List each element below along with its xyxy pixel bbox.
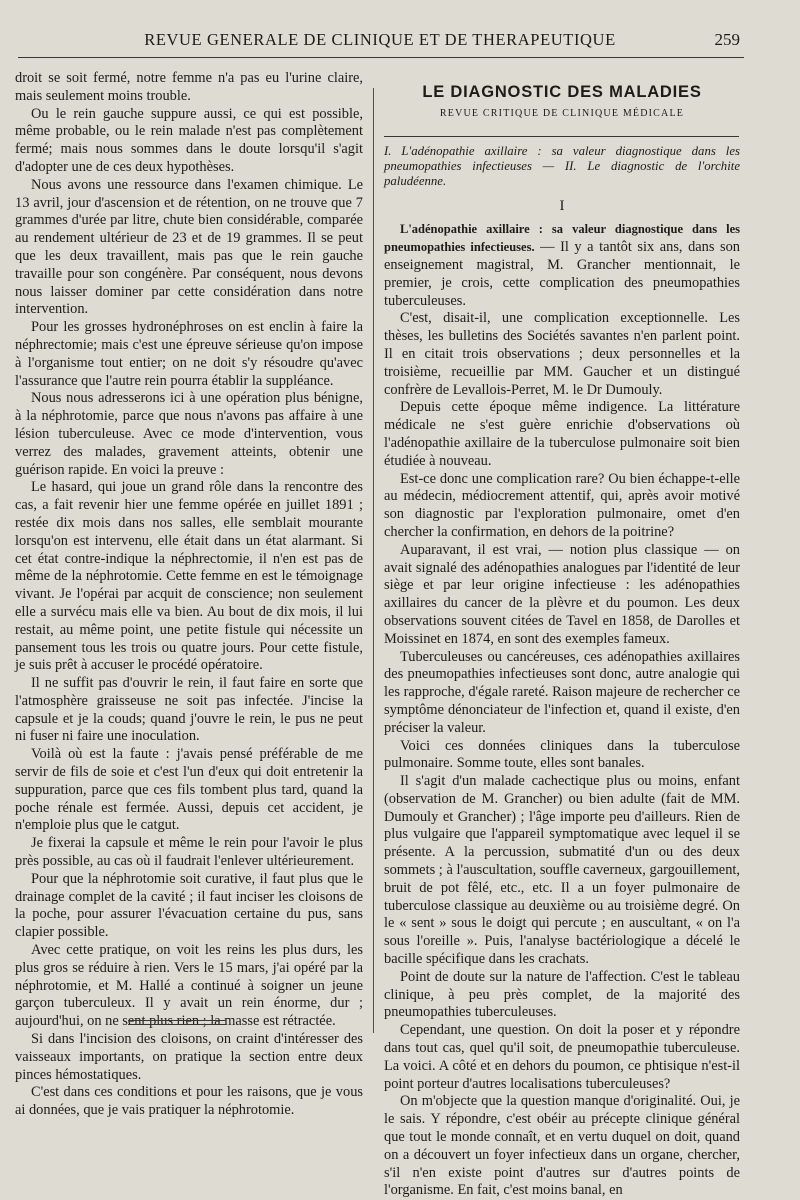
article-title: LE DIAGNOSTIC DES MALADIES: [422, 83, 702, 101]
paragraph: Nous avons une ressource dans l'examen chimique. Le 13 avril, jour d'ascension et de rétention, on ne trouve que 7 grammes d'urée par litre, chute bien considérable, comparée au rendement ultérieur de 23 et de 19 grammes. Il se peut que les deux travaillent, mais pas que le rein gauche travaille pour son congénère. Par conséquent, nous devons nous laisser dominer par cette considération dans notre intervention.: [15, 176, 363, 318]
paragraph: Le hasard, qui joue un grand rôle dans la rencontre des cas, a fait revenir hier une femme opérée en juillet 1891 ; restée dix mois dans nos salles, elle semblait mourante lorsqu'on est intervenu, elle était dans un état alarmant. Si cet état contre-indique la néphrectomie, il n'en est pas de même de la néphrotomie. Cette femme en est le témoignage vivant. Je l'opérai par acquit de conscience; non seulement elle a survécu mais elle va bien. Au bout de dix mois, il lui restait, au même point, une petite fistule qui nécessite un pansement tous les trois ou quatre jours. Pour cette fistule, je suis prêt à accuser le procédé opératoire.: [15, 479, 363, 674]
paragraph: Pour les grosses hydronéphroses on est enclin à faire la néphrectomie; mais c'est une épreuve sérieuse qu'on impose à l'organisme tout entier; on ne doit s'y résoudre qu'avec l'assurance que l'autre rein pourra établir la suppléance.: [15, 319, 363, 389]
paragraph: Pour que la néphrotomie soit curative, il faut plus que le drainage complet de la cavité ; il faut inciser les cloisons de la poche, pour assurer l'évacuation certaine du pus, sans clapier possible.: [15, 870, 363, 941]
paragraph: Avec cette pratique, on voit les reins les plus durs, les plus gros se réduire à rien. Vers le 15 mars, j'ai opéré par la néphrotomie, et M. Hallé a continué à soigner un jeune garçon tuberculeux. Il y avait un rein énorme, dur ; aujourd'hui, on ne sent plus rien ; la masse est rétractée.: [15, 942, 363, 1030]
running-header: [0, 0, 800, 60]
article-rule: [384, 136, 739, 137]
running-title: REVUE GENERALE DE CLINIQUE ET DE THERAPEUTIQUE: [144, 30, 616, 49]
article-summary: I. L'adénopathie axillaire : sa valeur diagnostique dans les pneumopathies infectieuses — II. Le diagnostic de l'orchite paludéenne.: [384, 143, 740, 188]
left-column: [15, 70, 363, 1119]
paragraph: Depuis cette époque même indigence. La littérature médicale ne s'est guère enrichie d'observations où l'adénopathie axillaire de la tuberculose pulmonaire soit bien étudiée à nouveau.: [384, 399, 740, 469]
paragraph: C'est, disait-il, une complication exceptionnelle. Les thèses, les bulletins des Sociétés savantes n'en parlent point. Il en citait trois observations ; deux personnelles et la troisième, recueillie par MM. Gaucher et un distingué confrère de Levallois-Perret, M. le Dr Dumouly.: [384, 310, 740, 398]
paragraph: Il ne suffit pas d'ouvrir le rein, il faut faire en sorte que l'atmosphère graisseuse ne soit pas infectée. J'incise la capsule et je la couds; quand j'ouvre le rein, le pus ne peut ni fuser ni faire une inoculation.: [15, 675, 363, 745]
paragraph: Je fixerai la capsule et même le rein pour l'avoir le plus près possible, au cas où il faudrait l'enlever ultérieurement.: [15, 835, 363, 870]
paragraph: Cependant, une question. On doit la poser et y répondre dans tout cas, quel qu'il soit, de pneumopathie tuberculeuse. La voici. A côté et en dehors du poumon, ce phtisique n'est-il point porteur d'autres localisations tuberculeuses?: [384, 1022, 740, 1092]
right-column: [384, 70, 741, 1199]
article-subtitle: REVUE CRITIQUE DE CLINIQUE MÉDICALE: [439, 107, 685, 119]
end-of-article-rule: [128, 1020, 226, 1025]
section-lead: — Il y a tantôt six ans, dans son enseignement magistral, M. Grancher mentionnait, le premier, je crois, cette complication des pneumopathies tuberculeuses.: [384, 239, 741, 309]
paragraph: Si dans l'incision des cloisons, on craint d'intéresser des vaisseaux importants, on pratique la section entre deux pinces hémostatiques.: [15, 1031, 363, 1083]
paragraph: Ou le rein gauche suppure aussi, ce qui est possible, même probable, ou le rein malade n'est pas complètement fermé; mais nous sommes dans le doute lorsqu'il s'agit d'adopter une de ces deux hypothèses.: [15, 105, 363, 175]
section-opening: [384, 221, 740, 310]
paragraph: C'est dans ces conditions et pour les raisons, que je vous ai données, que je vais pratiquer la néphrotomie.: [15, 1084, 363, 1119]
column-divider: [373, 88, 374, 1033]
paragraph: Tuberculeuses ou cancéreuses, ces adénopathies axillaires des pneumopathies infectieuses sont donc, autre analogie qui les rapproche, d'égale rareté. Raison majeure de rechercher ce symptôme dénonciateur de l'infection et, quand il existe, d'en préciser la valeur.: [384, 648, 740, 736]
paragraph: Voilà où est la faute : j'avais pensé préférable de me servir de fils de soie et c'est l'un d'eux qui doit entretenir la suppuration, parce que ces fils tombent plus tard, quand la poche rénale est fermée. Aussi, depuis cet accident, je n'emploie plus que le catgut.: [15, 746, 363, 834]
paragraph: Auparavant, il est vrai, — notion plus classique — on avait signalé des adénopathies analogues par l'identité de leur siège et par leur origine infectieuse : les adénopathies axillaires du cancer de la plèvre et du poumon. Les deux observations souvent citées de Tavel en 1858, de Darolles et Moissinet en 1874, en sont des exemples fameux.: [384, 541, 740, 647]
paragraph: Nous nous adresserons ici à une opération plus bénigne, à la néphrotomie, parce que nous n'avons pas affaire à une lésion tuberculeuse. Avec ce mode d'intervention, vous verrez des malades, gravement atteints, obtenir une guérison rapide. En voici la preuve :: [15, 390, 363, 478]
paragraph: Il s'agit d'un malade cachectique plus ou moins, enfant (observation de M. Grancher) ou bien adulte (fait de MM. Dumouly et Grancher) ; l'âge importe peu d'ailleurs. Rien de plus vulgaire que l'appareil symptomatique avec lequel il se présente. A la percussion, submatité d'un ou des deux sommets ; à l'auscultation, souffle caverneux, gargouillement, bruit de pot fêlé, etc., etc. Il a un foyer pulmonaire de tuberculose classique au deuxième ou au troisième degré. On le « sent » sous le doigt qui percute ; en auscultant, « on l'a sous l'oreille ». Puis, l'analyse bactériologique a décelé le bacille spécifique dans les crachats.: [384, 773, 740, 968]
section-heading: L'adénopathie axillaire : sa valeur diagnostique dans les pneumopathies infectieuses.: [384, 222, 740, 255]
paragraph: Voici ces données cliniques dans la tuberculose pulmonaire. Somme toute, elles sont banales.: [384, 737, 740, 772]
paragraph: Est-ce donc une complication rare? Ou bien échappe-t-elle au médecin, médiocrement attentif, qui, après avoir motivé son diagnostic par l'exploration pulmonaire, omet d'en chercher la confirmation, en dehors de la poitrine?: [384, 470, 740, 540]
header-rule: [18, 57, 744, 58]
section-numeral: I: [559, 197, 565, 214]
paragraph: droit se soit fermé, notre femme n'a pas eu l'urine claire, mais seulement moins trouble.: [15, 70, 363, 104]
paragraph: On m'objecte que la question manque d'originalité. Oui, je le sais. Y répondre, c'est obéir au précepte clinique général que tout le monde connaît, et en vertu duquel on doit, quand on a découvert un foyer infectieux dans un organe, chercher, s'il n'en existe point d'autres sur d'autres points de l'organisme. En fait, c'est moins banal, en: [384, 1093, 740, 1199]
paragraph: Point de doute sur la nature de l'affection. C'est le tableau clinique, à peu près complet, de la majorité des pneumopathies tuberculeuses.: [384, 968, 740, 1021]
page-number: 259: [714, 30, 740, 49]
